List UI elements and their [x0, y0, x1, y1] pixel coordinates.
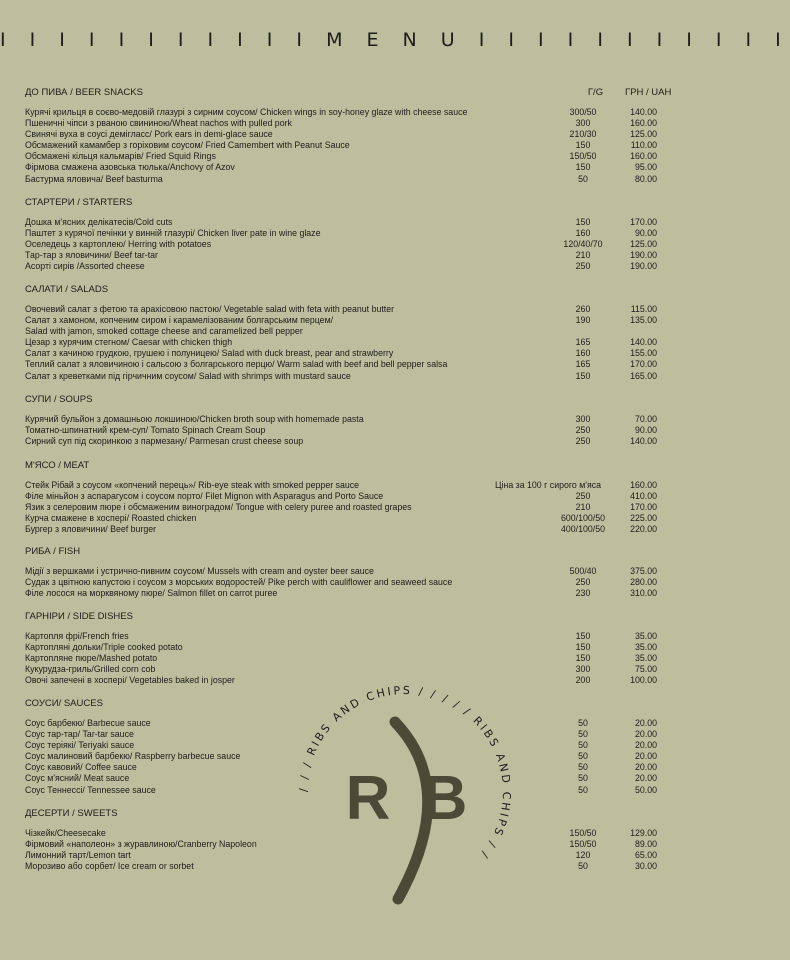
item-price: 65.00 — [634, 850, 657, 861]
item-price: 30.00 — [634, 861, 657, 872]
item-price: 35.00 — [634, 642, 657, 653]
section-header — [25, 197, 657, 209]
menu-item — [25, 642, 657, 653]
menu-item — [25, 566, 657, 577]
item-price: 129.00 — [630, 828, 657, 838]
item-weight: 160 — [575, 348, 591, 359]
item-weight: 230 — [575, 588, 591, 599]
menu-item — [25, 174, 657, 185]
item-weight: 190 — [575, 315, 591, 326]
item-price: 110.00 — [630, 140, 657, 151]
item-weight: 250 — [575, 261, 591, 272]
item-weight: 50 — [578, 773, 588, 784]
item-price: 125.00 — [630, 239, 657, 250]
item-name: Соус Теннессі/ Tennessee sauce — [25, 784, 156, 795]
menu-item — [25, 261, 657, 272]
item-name: Теплий салат з яловичиною і сальсою з болгарського перцю/ Warm salad with beef and bell pepper salsa — [25, 359, 448, 370]
section-title: ГАРНІРИ / SIDE DISHES — [25, 611, 133, 622]
item-name: Соус малиновий барбекю/ Raspberry barbecue sauce — [25, 751, 241, 762]
item-name: Асорті сирів /Assorted cheese — [25, 261, 145, 272]
menu-item — [25, 140, 657, 151]
menu-item — [25, 359, 657, 370]
menu-item — [25, 162, 657, 173]
item-weight: 300/50 — [569, 107, 597, 117]
item-name: Соус барбекю/ Barbecue sauce — [25, 718, 151, 728]
item-price: 140.00 — [630, 107, 657, 117]
column-header-price: ГРН / UAH — [625, 87, 672, 98]
item-name: Язик з селеровим пюре і обсмаженим виноградом/ Tongue with celery puree and roasted grapes — [25, 502, 412, 513]
item-weight: 210 — [575, 250, 591, 261]
menu-section — [25, 197, 657, 272]
menu-items — [25, 304, 657, 382]
menu-item — [25, 664, 657, 675]
item-name: Соус м'ясний/ Meat sauce — [25, 773, 130, 784]
item-price: 20.00 — [634, 751, 657, 762]
item-name: Дошка м'ясних делікатесів/Cold cuts — [25, 217, 173, 227]
item-name: Картопляні дольки/Triple cooked potato — [25, 642, 183, 653]
menu-item — [25, 239, 657, 250]
item-weight: 400/100/50 — [560, 524, 606, 535]
logo-letter-right: B — [422, 764, 468, 833]
item-price: 170.00 — [630, 359, 657, 370]
menu-item — [25, 502, 657, 513]
item-weight: 50 — [578, 173, 588, 184]
item-name: Паштет з курячої печінки у винній глазурі/ Chicken liver pate in wine glaze — [25, 228, 321, 239]
item-name: Картопля фрі/French fries — [25, 631, 129, 641]
menu-item — [25, 304, 657, 315]
section-header — [25, 284, 657, 296]
section-header — [25, 87, 672, 99]
item-name: Овочевий салат з фетою та арахісовою пастою/ Vegetable salad with feta with peanut butter — [25, 304, 395, 314]
item-name: Фірмова смажена азовська тюлька/Anchovy of Azov — [25, 162, 235, 173]
item-price: 160.00 — [630, 118, 657, 129]
menu-items — [25, 414, 657, 447]
item-price: 220.00 — [630, 524, 657, 535]
item-price: 155.00 — [630, 348, 657, 359]
item-weight: 150 — [575, 642, 591, 653]
section-header — [25, 611, 657, 623]
menu-section — [25, 460, 657, 535]
item-price: 190.00 — [630, 250, 657, 261]
menu-item — [25, 491, 657, 502]
menu-section — [25, 87, 672, 185]
item-name: Соус тар-тар/ Tar-tar sauce — [25, 729, 134, 740]
item-price: 35.00 — [634, 653, 657, 664]
item-price: 90.00 — [634, 425, 657, 436]
item-weight: 150 — [575, 217, 591, 227]
section-title: СУПИ / SOUPS — [25, 394, 93, 405]
item-weight: 500/40 — [569, 566, 597, 576]
item-weight: 150 — [575, 653, 591, 664]
item-price: 80.00 — [634, 173, 657, 184]
menu-item — [25, 436, 657, 447]
logo-letter-left: R — [345, 764, 391, 833]
item-price: 135.00 — [630, 315, 657, 326]
item-price: 115.00 — [630, 304, 657, 314]
item-weight: 150/50 — [569, 828, 597, 838]
item-name: Філе лосося на морквяному пюре/ Salmon fillet on carrot puree — [25, 588, 278, 599]
menu-item — [25, 524, 657, 535]
item-weight: 150 — [575, 140, 591, 151]
item-name: Стейк Рібай з соусом «копчений перець»/ Rib-eye steak with smoked pepper sauce — [25, 480, 360, 490]
item-price: 100.00 — [630, 675, 657, 686]
item-weight: 50 — [578, 751, 588, 762]
item-name: Салат з хамоном, копченим сиром і карамелізованим болгарським перцем/ — [25, 315, 334, 326]
item-name: Обсмажений камамбер з горіховим соусом/ Fried Camembert with Peanut Sauce — [25, 140, 350, 151]
item-price: 310.00 — [630, 588, 657, 599]
item-price: 95.00 — [634, 162, 657, 173]
menu-items — [25, 217, 657, 272]
item-name: Овочі запечені в хоспері/ Vegetables baked in josper — [25, 675, 235, 686]
item-price: 160.00 — [630, 480, 657, 490]
menu-item — [25, 107, 657, 118]
item-price: 89.00 — [634, 839, 657, 850]
menu-item — [25, 337, 657, 348]
item-name: Чізкейк/Cheesecake — [25, 828, 106, 838]
menu-item — [25, 348, 657, 359]
item-weight: 300 — [575, 664, 591, 675]
item-weight: 150 — [575, 162, 591, 173]
item-price: 280.00 — [630, 577, 657, 588]
item-name: Мідії з вершками і устрично-пивним соусом/ Mussels with cream and oyster beer sauce — [25, 566, 374, 576]
item-name: Томатно-шпинатний крем-суп/ Tomato Spinach Cream Soup — [25, 425, 266, 436]
item-price: 140.00 — [630, 337, 657, 348]
item-name: Сирний суп під скоринкою з пармезану/ Parmesan crust cheese soup — [25, 436, 304, 447]
item-price: 90.00 — [634, 228, 657, 239]
item-price: 75.00 — [634, 664, 657, 675]
item-weight: 165 — [575, 359, 591, 370]
logo-ring-text: / / / RIBS AND CHIPS / / / / / RIBS AND CHIPS / / — [296, 683, 514, 863]
item-name: Салат з креветками під гірчичним соусом/ Salad with shrimps with mustard sauce — [25, 370, 351, 381]
section-title: САЛАТИ / SALADS — [25, 284, 109, 295]
item-weight: 300 — [575, 414, 591, 424]
item-weight: 260 — [575, 304, 591, 314]
item-name: Курча смажене в хоспері/ Roasted chicken — [25, 513, 197, 524]
item-name: Соус кавовий/ Coffee sauce — [25, 762, 137, 773]
menu-item — [25, 653, 657, 664]
section-header — [25, 546, 657, 558]
item-name: Свинячі вуха в соусі демігласс/ Pork ears in demi-glace sauce — [25, 129, 273, 140]
item-name: Салат з качиною грудкою, грушею і полуницею/ Salad with duck breast, pear and strawberry — [25, 348, 394, 359]
item-name: Соус теріякі/ Teriyaki sauce — [25, 740, 135, 751]
item-weight: 600/100/50 — [560, 513, 606, 524]
item-price: 140.00 — [630, 436, 657, 447]
item-weight: 120/40/70 — [563, 239, 603, 250]
menu-item — [25, 414, 657, 425]
section-title: ДО ПИВА / BEER SNACKS — [25, 87, 143, 98]
menu-items — [25, 480, 657, 535]
item-weight: 300 — [575, 118, 591, 129]
item-price: 375.00 — [630, 566, 657, 576]
item-price: 165.00 — [630, 370, 657, 381]
column-header-grams: Г/G — [587, 87, 604, 98]
menu-section — [25, 611, 657, 686]
menu-item — [25, 631, 657, 642]
item-name: Бургер з яловичини/ Beef burger — [25, 524, 157, 535]
section-title: ДЕСЕРТИ / SWEETS — [25, 808, 118, 819]
item-price: 20.00 — [634, 729, 657, 740]
item-weight: 250 — [575, 425, 591, 436]
item-price: 410.00 — [630, 491, 657, 502]
menu-items — [25, 107, 657, 185]
item-weight: 165 — [575, 337, 591, 348]
menu-item — [25, 228, 657, 239]
item-weight: 120 — [575, 850, 591, 861]
item-price: 225.00 — [630, 513, 657, 524]
item-weight: 250 — [575, 491, 591, 502]
ribs-and-chips-logo — [290, 677, 520, 907]
menu-item — [25, 250, 657, 261]
item-weight: 250 — [575, 436, 591, 447]
item-name: Картопляне пюре/Mashed potato — [25, 653, 158, 664]
item-name: Цезар з курячим стегном/ Caesar with chicken thigh — [25, 337, 233, 348]
item-weight: 50 — [578, 784, 588, 795]
section-title: СОУСИ/ SAUCES — [25, 698, 103, 709]
item-name: Кукурудза-гриль/Grilled corn cob — [25, 664, 156, 675]
menu-item — [25, 315, 657, 326]
item-price: 20.00 — [634, 740, 657, 751]
item-price: 20.00 — [634, 773, 657, 784]
item-name: Лимонний тарт/Lemon tart — [25, 850, 131, 861]
item-price: 20.00 — [634, 718, 657, 728]
menu-header: I I I I I I I I I I I M E N U I I I I I I I I I I I — [0, 29, 790, 51]
item-weight: 250 — [575, 577, 591, 588]
item-weight: 210/30 — [569, 129, 597, 140]
item-weight: 150/50 — [569, 839, 597, 850]
menu-item — [25, 151, 657, 162]
item-weight: 50 — [578, 740, 588, 751]
section-header — [25, 394, 657, 406]
item-weight: 160 — [575, 228, 591, 239]
item-name: Курячі крильця в соєво-медовій глазурі з сирним соусом/ Chicken wings in soy-honey glaze with cheese sauce — [25, 107, 468, 117]
item-name: Бастурма яловича/ Beef basturma — [25, 173, 163, 184]
menu-item — [25, 129, 657, 140]
section-header — [25, 460, 657, 472]
item-price: 35.00 — [634, 631, 657, 641]
section-title: РИБА / FISH — [25, 546, 81, 557]
item-price: 125.00 — [630, 129, 657, 140]
item-price: 190.00 — [630, 261, 657, 272]
item-name: Оселедець з картоплею/ Herring with potatoes — [25, 239, 212, 250]
item-name: Морозиво або сорбет/ Ice cream or sorbet — [25, 861, 194, 872]
item-name: Пшеничні чіпси з рваною свининою/Wheat nachos with pulled pork — [25, 118, 292, 129]
item-price: 160.00 — [630, 151, 657, 162]
menu-section — [25, 394, 657, 447]
item-name: Фірмовий «наполеон» з журавлиною/Cranberry Napoleon — [25, 839, 257, 850]
menu-item — [25, 326, 657, 337]
item-name: Курячий бульйон з домашньою локшиною/Chicken broth soup with homemade pasta — [25, 414, 364, 424]
item-weight: 50 — [578, 861, 588, 872]
item-weight: 150/50 — [569, 151, 597, 162]
item-weight: 50 — [578, 718, 588, 728]
item-price: 70.00 — [634, 414, 657, 424]
item-name: Судак з цвітною капустою і соусом з морських водоростей/ Pike perch with cauliflower and seaweed sauce — [25, 577, 453, 588]
menu-item — [25, 217, 657, 228]
item-weight: 210 — [575, 502, 591, 513]
menu-item — [25, 425, 657, 436]
item-name: Тар-тар з яловичини/ Beef tar-tar — [25, 250, 158, 261]
menu-item — [25, 371, 657, 382]
menu-item — [25, 513, 657, 524]
menu-item — [25, 118, 657, 129]
item-price: 170.00 — [630, 217, 657, 227]
menu-section — [25, 284, 657, 382]
item-weight: Ціна за 100 г сирого м'яса — [495, 480, 602, 490]
item-weight: 50 — [578, 729, 588, 740]
section-title: М'ЯСО / MEAT — [25, 460, 90, 471]
item-weight: 150 — [575, 370, 591, 381]
menu-item — [25, 588, 657, 599]
menu-item — [25, 480, 657, 491]
item-price: 20.00 — [634, 762, 657, 773]
menu-items — [25, 566, 657, 599]
item-weight: 200 — [575, 675, 591, 686]
item-weight: 50 — [578, 762, 588, 773]
item-name: Обсмажені кільця кальмарів/ Fried Squid Rings — [25, 151, 216, 162]
section-title: СТАРТЕРИ / STARTERS — [25, 197, 133, 208]
item-name: Філе міньйон з аспарагусом і соусом порто/ Filet Mignon with Asparagus and Porto Sauce — [25, 491, 384, 502]
menu-item — [25, 577, 657, 588]
item-price: 170.00 — [630, 502, 657, 513]
item-price: 50.00 — [634, 784, 657, 795]
menu-section — [25, 546, 657, 599]
item-name: Salad with jamon, smoked cottage cheese and caramelized bell pepper — [25, 326, 303, 337]
item-weight: 150 — [575, 631, 591, 641]
